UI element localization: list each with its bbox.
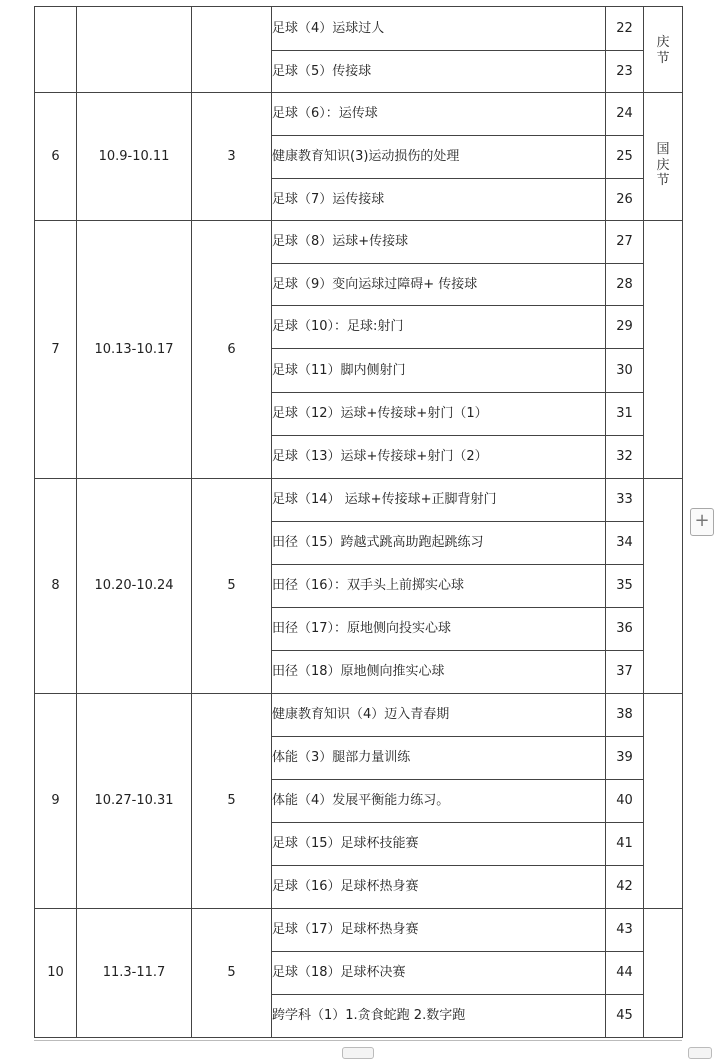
add-row-button[interactable] (690, 508, 714, 536)
remark-char: 庆 (656, 34, 670, 50)
page-bottom-border (34, 1040, 682, 1041)
lesson-content-cell: 田径（18）原地侧向推实心球 (272, 651, 606, 694)
lesson-content-cell: 足球（7）运传接球 (272, 179, 606, 221)
lesson-number-cell: 27 (606, 221, 644, 264)
week-cell: 6 (35, 93, 77, 221)
lesson-number-cell: 32 (606, 436, 644, 479)
week-cell (35, 7, 77, 93)
lesson-content-cell: 足球（6）：运传球 (272, 93, 606, 136)
lesson-number-cell: 43 (606, 909, 644, 952)
lesson-number-cell: 41 (606, 823, 644, 866)
lesson-number-cell: 25 (606, 136, 644, 179)
lesson-number-cell: 35 (606, 565, 644, 608)
date-range-cell: 10.27-10.31 (77, 694, 192, 909)
lesson-content-cell: 跨学科（1）1.贪食蛇跑 2.数字跑 (272, 995, 606, 1038)
lesson-content-cell: 足球（10）：足球:射门 (272, 306, 606, 349)
hours-cell (192, 7, 272, 93)
hours-cell: 5 (192, 909, 272, 1038)
lesson-content-cell: 健康教育知识(3)运动损伤的处理 (272, 136, 606, 179)
table-row (35, 479, 683, 522)
lesson-content-cell: 足球（13）运球+传接球+射门（2） (272, 436, 606, 479)
remark-cell (644, 93, 683, 221)
lesson-content-cell: 田径（15）跨越式跳高助跑起跳练习 (272, 522, 606, 565)
lesson-number-cell: 33 (606, 479, 644, 522)
lesson-content-cell: 体能（4）发展平衡能力练习。 (272, 780, 606, 823)
table-row (35, 93, 683, 136)
lesson-content-cell: 健康教育知识（4）迈入青春期 (272, 694, 606, 737)
lesson-content-cell: 体能（3）腿部力量训练 (272, 737, 606, 780)
lesson-number-cell: 24 (606, 93, 644, 136)
hours-cell: 5 (192, 479, 272, 694)
lesson-content-cell: 足球（18）足球杯决赛 (272, 952, 606, 995)
lesson-number-cell: 30 (606, 349, 644, 393)
lesson-number-cell: 36 (606, 608, 644, 651)
lesson-number-cell: 28 (606, 264, 644, 306)
remark-char: 节 (656, 173, 670, 189)
date-range-cell: 11.3-11.7 (77, 909, 192, 1038)
week-cell: 10 (35, 909, 77, 1038)
lesson-content-cell: 足球（9）变向运球过障碍+ 传接球 (272, 264, 606, 306)
table-row (35, 7, 683, 51)
lesson-number-cell: 40 (606, 780, 644, 823)
lesson-content-cell: 足球（4）运球过人 (272, 7, 606, 51)
lesson-number-cell: 42 (606, 866, 644, 909)
lesson-number-cell: 31 (606, 393, 644, 436)
lesson-number-cell: 23 (606, 51, 644, 93)
lesson-content-cell: 足球（17）足球杯热身赛 (272, 909, 606, 952)
lesson-number-cell: 45 (606, 995, 644, 1038)
date-range-cell: 10.13-10.17 (77, 221, 192, 479)
week-cell: 8 (35, 479, 77, 694)
scroll-handle[interactable] (342, 1047, 374, 1059)
date-range-cell (77, 7, 192, 93)
lesson-content-cell: 足球（14） 运球+传接球+正脚背射门 (272, 479, 606, 522)
lesson-number-cell: 29 (606, 306, 644, 349)
week-cell: 9 (35, 694, 77, 909)
lesson-number-cell: 38 (606, 694, 644, 737)
remark-cell (644, 7, 683, 93)
table-row (35, 694, 683, 737)
remark-char: 节 (656, 50, 670, 66)
table-row (35, 221, 683, 264)
lesson-content-cell: 田径（17）：原地侧向投实心球 (272, 608, 606, 651)
lesson-content-cell: 足球（16）足球杯热身赛 (272, 866, 606, 909)
lesson-content-cell: 足球（8）运球+传接球 (272, 221, 606, 264)
schedule-table (34, 6, 683, 1038)
table-row (35, 909, 683, 952)
lesson-number-cell: 34 (606, 522, 644, 565)
lesson-content-cell: 足球（12）运球+传接球+射门（1） (272, 393, 606, 436)
lesson-content-cell: 足球（11）脚内侧射门 (272, 349, 606, 393)
remark-cell (644, 694, 683, 909)
lesson-number-cell: 26 (606, 179, 644, 221)
hours-cell: 5 (192, 694, 272, 909)
lesson-number-cell: 39 (606, 737, 644, 780)
week-cell: 7 (35, 221, 77, 479)
remark-cell (644, 909, 683, 1038)
lesson-content-cell: 田径（16）：双手头上前掷实心球 (272, 565, 606, 608)
hours-cell: 3 (192, 93, 272, 221)
date-range-cell: 10.20-10.24 (77, 479, 192, 694)
date-range-cell: 10.9-10.11 (77, 93, 192, 221)
plus-icon: + (694, 510, 710, 531)
remark-char: 庆 (656, 157, 670, 173)
hours-cell: 6 (192, 221, 272, 479)
remark-cell (644, 221, 683, 479)
lesson-number-cell: 22 (606, 7, 644, 51)
lesson-content-cell: 足球（15）足球杯技能赛 (272, 823, 606, 866)
lesson-content-cell: 足球（5）传接球 (272, 51, 606, 93)
lesson-number-cell: 37 (606, 651, 644, 694)
remark-char: 国 (656, 142, 670, 158)
scroll-corner-button[interactable] (688, 1047, 712, 1059)
lesson-number-cell: 44 (606, 952, 644, 995)
remark-cell (644, 479, 683, 694)
